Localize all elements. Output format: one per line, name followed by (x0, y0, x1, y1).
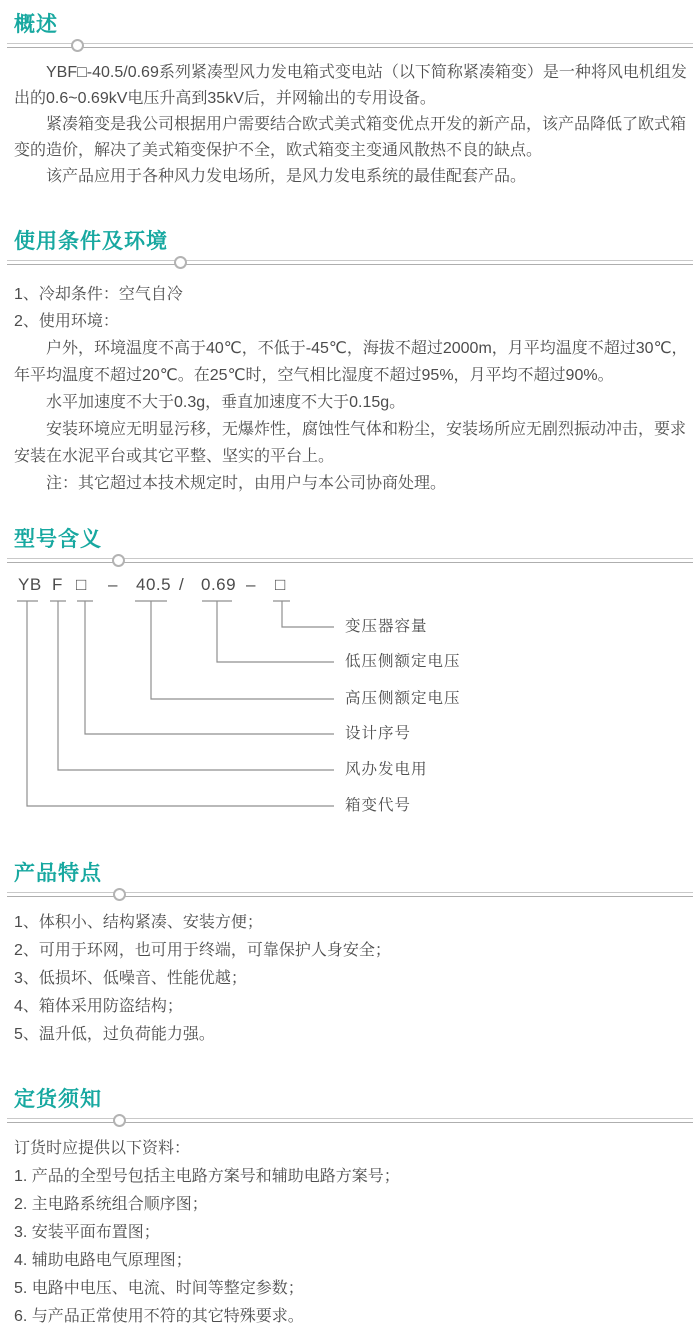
usage-item: 1、冷却条件：空气自冷 (14, 286, 183, 303)
overview-paragraph: 该产品应用于各种风力发电场所，是风力发电系统的最佳配套产品。 (46, 168, 527, 185)
model-label-wind-power-use: 风办发电用 (345, 761, 428, 778)
model-code-capacity-box: □ (275, 575, 286, 594)
section-ordering-notes (0, 1087, 700, 1331)
ordering-body (0, 1135, 700, 1331)
feature-item: 4、箱体采用防盗结构； (14, 998, 183, 1015)
feature-item: 1、体积小、结构紧凑、安装方便； (14, 914, 263, 931)
ordering-item: 5. 电路中电压、电流、时间等整定参数； (14, 1280, 304, 1297)
section-divider (7, 43, 693, 48)
usage-item: 户外，环境温度不高于40℃，不低于-45℃，海拔不超过2000m，月平均温度不超过30℃，年平均温度不超过20℃。在25℃时，空气相比湿度不超过95%，月平均不超过90%。 (14, 340, 688, 384)
section-overview (0, 0, 700, 190)
usage-body (0, 281, 700, 497)
model-code-design-box: □ (76, 575, 87, 594)
model-code-dash: – (108, 575, 118, 594)
model-label-lv-rated-voltage: 低压侧额定电压 (345, 653, 461, 670)
model-code-slash: / (179, 575, 185, 594)
section-product-features (0, 861, 700, 1049)
section-title-overview: 概述 (14, 13, 58, 36)
section-usage-conditions (0, 229, 700, 497)
overview-paragraph: YBF□-40.5/0.69系列紧凑型风力发电箱式变电站（以下简称紧凑箱变）是一种将风电机组发出的0.6~0.69kV电压升高到35kV后，并网输出的专用设备。 (14, 64, 687, 107)
divider-dot (113, 1114, 126, 1127)
section-model-meaning (0, 527, 700, 821)
model-label-box-substation-code: 箱变代号 (345, 797, 412, 814)
divider-dot (174, 256, 187, 269)
ordering-item: 6. 与产品正常使用不符的其它特殊要求。 (14, 1308, 304, 1325)
section-title-features: 产品特点 (14, 862, 102, 885)
ordering-item: 2. 主电路系统组合顺序图； (14, 1196, 208, 1213)
model-label-design-serial: 设计序号 (345, 725, 412, 742)
section-divider (7, 558, 693, 563)
usage-item: 2、使用环境： (14, 313, 119, 330)
features-body (0, 909, 700, 1049)
model-designation-diagram (0, 565, 700, 821)
model-label-transformer-capacity: 变压器容量 (345, 618, 428, 635)
section-title-ordering: 定货须知 (14, 1088, 102, 1111)
section-divider (7, 892, 693, 897)
model-label-hv-rated-voltage: 高压侧额定电压 (345, 690, 461, 707)
usage-item: 安装环境应无明显污移，无爆炸性，腐蚀性气体和粉尘，安装场所应无剧烈振动冲击，要求安装在水泥平台或其它平整、坚实的平台上。 (14, 421, 687, 465)
model-code-prefix: YB (18, 575, 42, 594)
usage-item: 水平加速度不大于0.3g，垂直加速度不大于0.15g。 (46, 394, 406, 411)
feature-item: 2、可用于环网，也可用于终端，可靠保护人身安全； (14, 942, 391, 959)
ordering-item: 1. 产品的全型号包括主电路方案号和辅助电路方案号； (14, 1168, 400, 1185)
ordering-item: 4. 辅助电路电气原理图； (14, 1252, 192, 1269)
model-code-hv-value: 40.5 (136, 575, 172, 594)
model-code-lv-value: 0.69 (201, 575, 237, 594)
feature-item: 5、温升低，过负荷能力强。 (14, 1026, 215, 1043)
overview-body (0, 60, 700, 190)
ordering-intro: 订货时应提供以下资料： (14, 1140, 191, 1157)
section-title-usage: 使用条件及环境 (14, 230, 168, 253)
usage-item: 注：其它超过本技术规定时，由用户与本公司协商处理。 (46, 475, 447, 492)
model-code-wind-flag: F (52, 575, 63, 594)
section-divider (7, 1118, 693, 1123)
section-divider (7, 260, 693, 265)
model-code-dash: – (246, 575, 256, 594)
feature-item: 3、低损坏、低噪音、性能优越； (14, 970, 247, 987)
divider-dot (71, 39, 84, 52)
ordering-item: 3. 安装平面布置图； (14, 1224, 160, 1241)
section-title-model: 型号含义 (14, 528, 102, 551)
overview-paragraph: 紧凑箱变是我公司根据用户需要结合欧式美式箱变优点开发的新产品，该产品降低了欧式箱变的造价，解决了美式箱变保护不全，欧式箱变主变通风散热不良的缺点。 (14, 116, 687, 159)
divider-dot (113, 888, 126, 901)
